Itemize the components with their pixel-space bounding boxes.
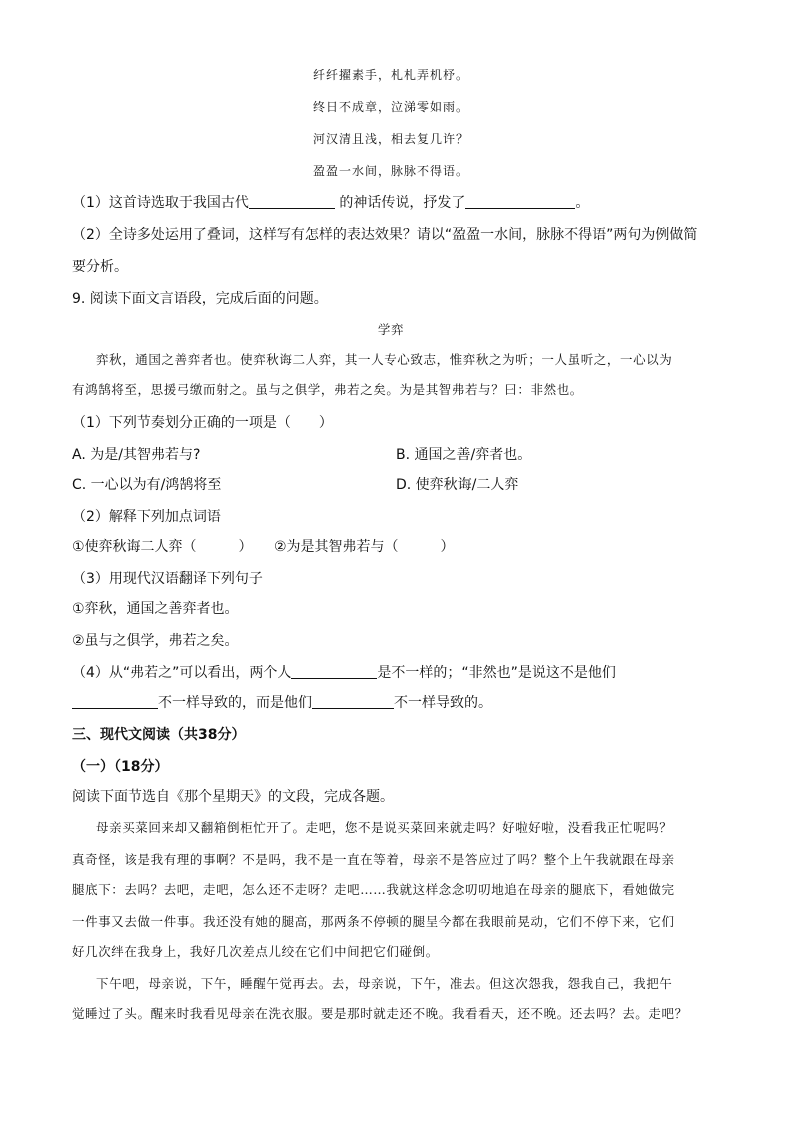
answer-blank[interactable] (465, 194, 575, 209)
part-heading: （一）（18分） (72, 759, 169, 775)
answer-blank[interactable] (72, 694, 158, 709)
q9-sub4-line2 (72, 692, 492, 712)
section-heading: 三、现代文阅读（共38分） (72, 727, 246, 743)
para1-line-4: 一件事又去做一件事。我还没有她的腿高，那两条不停顿的腿呈今都在我眼前晃动，它们不停下来，它们 (72, 914, 675, 929)
q9-sub2-item1: ①使弈秋诲二人弈（ ） (72, 539, 253, 555)
q9-sub2: （2）解释下列加点词语 (72, 509, 221, 525)
q9-sub3-item2: ②虽与之俱学，弗若之矣。 (72, 633, 239, 649)
q9-sub3: （3）用现代汉语翻译下列句子 (72, 571, 263, 587)
poem-line-3: 河汉清且浅，相去复几许？ (312, 132, 469, 146)
q9-sub4-text-a: （4）从“弗若之”可以看出，两个人 (72, 665, 292, 681)
para1-line-1: 母亲买菜回来却又翻箱倒柜忙开了。走吧，您不是说买菜回来就走吗？好啦好啦，没看我正忙呢吗？ (96, 820, 673, 835)
passage-line-1: 弈秋，通国之善弈者也。使弈秋诲二人弈，其一人专心致志，惟弈秋之为听；一人虽听之，一心以为 (96, 352, 673, 367)
answer-blank[interactable] (291, 664, 377, 679)
option-d[interactable]: D. 使弈秋诲/二人弈 (396, 477, 519, 493)
para1-line-3: 腿底下：去吗？去吧，走吧，怎么还不走呀？走吧……我就这样念念叨叨地追在母亲的腿底下，看她做完 (72, 882, 675, 897)
para2-line-2: 觉睡过了头。醒来时我看见母亲在洗衣服。要是那时就走还不晚。我看看天，还不晚。还去吗？去。走吧？ (72, 1006, 688, 1021)
q9-sub4-text-c: 不一样导致的，而是他们 (158, 695, 312, 711)
option-c[interactable]: C. 一心以为有/鸿鹄将至 (72, 477, 222, 493)
q9-intro: 9. 阅读下面文言语段，完成后面的问题。 (72, 291, 328, 307)
passage-line-2: 有鸿鹄将至，思援弓缴而射之。虽与之俱学，弗若之矣。为是其智弗若与？曰：非然也。 (72, 382, 583, 397)
q9-sub4-text-d: 不一样导致的。 (394, 695, 492, 711)
answer-blank[interactable] (249, 194, 335, 209)
poem-line-1: 纤纤擢素手，札札弄机杼。 (312, 68, 469, 82)
q9-sub1: （1）下列节奏划分正确的一项是（ ） (72, 415, 333, 431)
q8-part1-text-a: （1）这首诗选取于我国古代 (72, 195, 249, 211)
para1-line-2: 真奇怪，该是我有理的事啊？不是吗，我不是一直在等着，母亲不是答应过了吗？整个上午我就跟在母亲 (72, 852, 675, 867)
q8-part2-line1: （2）全诗多处运用了叠词，这样写有怎样的表达效果？请以“盈盈一水间，脉脉不得语”两句为例做简 (72, 227, 698, 243)
q8-part1 (72, 192, 589, 212)
reading-intro: 阅读下面节选自《那个星期天》的文段，完成各题。 (72, 789, 394, 805)
option-a[interactable]: A. 为是/其智弗若与? (72, 447, 201, 463)
answer-blank[interactable] (312, 694, 394, 709)
q9-sub2-item2: ②为是其智弗若与（ ） (274, 539, 455, 555)
q9-sub4-line1 (72, 662, 616, 682)
q8-part1-text-c: 。 (575, 195, 590, 211)
q8-part2-line2: 要分析。 (72, 259, 128, 275)
poem-line-4: 盈盈一水间，脉脉不得语。 (312, 164, 469, 178)
option-b[interactable]: B. 通国之善/弈者也。 (396, 447, 532, 463)
q9-sub3-item1: ①弈秋，通国之善弈者也。 (72, 601, 239, 617)
poem-line-2: 终日不成章，泣涕零如雨。 (312, 100, 469, 114)
passage-title: 学弈 (377, 322, 405, 337)
q8-part1-text-b: 的神话传说，抒发了 (334, 195, 466, 211)
para2-line-1: 下午吧，母亲说，下午，睡醒午觉再去。去，母亲说，下午，准去。但这次怨我，怨我自己，我把午 (96, 976, 673, 991)
para1-line-5: 好几次绊在我身上，我好几次差点儿绞在它们中间把它们碰倒。 (72, 944, 439, 959)
q9-sub4-text-b: 是不一样的；“非然也”是说这不是他们 (377, 665, 616, 681)
